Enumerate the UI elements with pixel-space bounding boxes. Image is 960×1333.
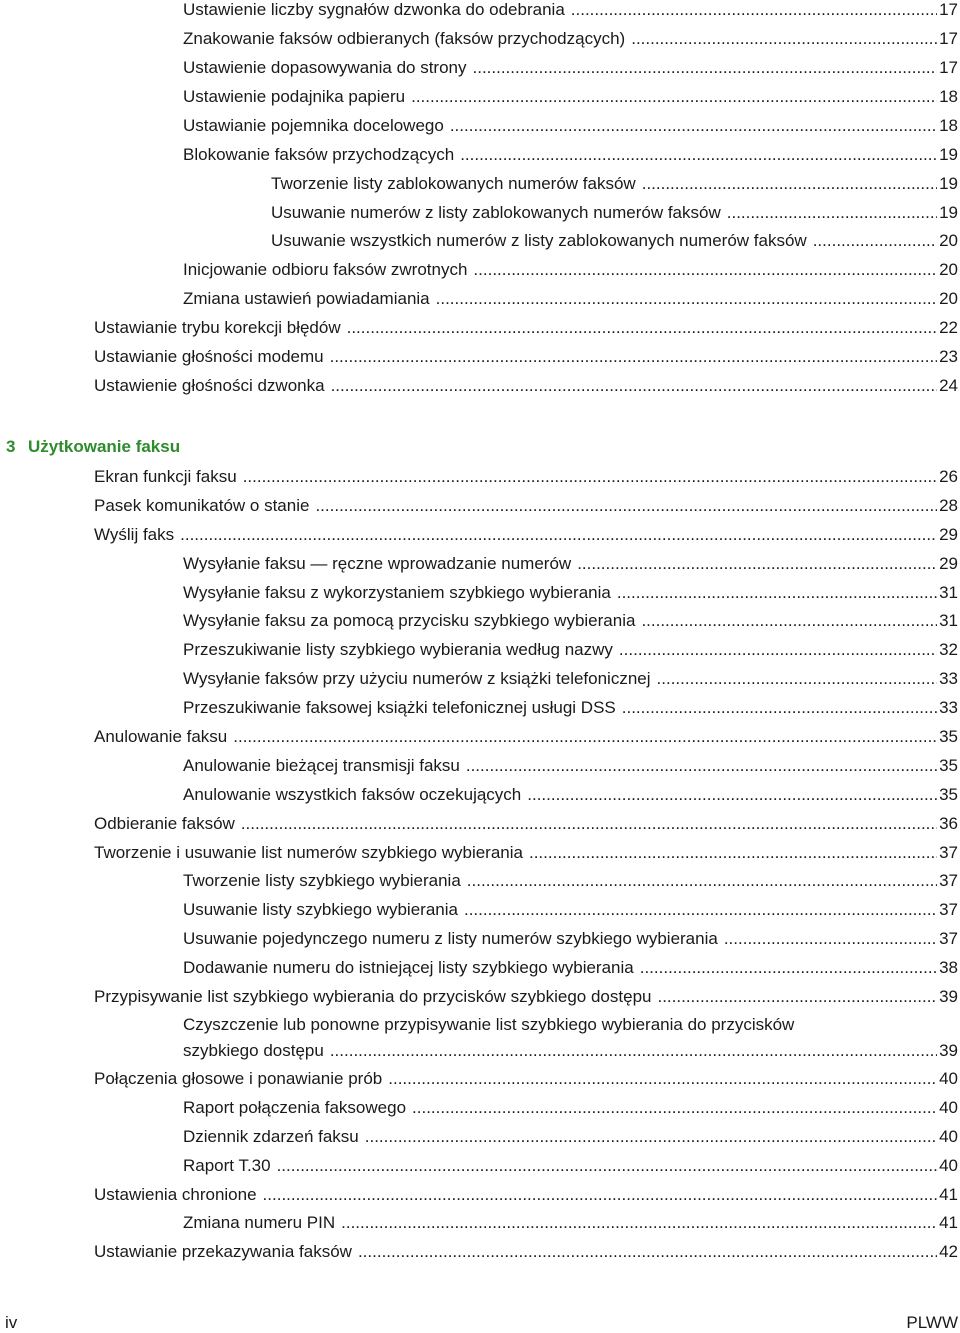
toc-dot-leader xyxy=(473,258,937,282)
toc-entry-title: Dziennik zdarzeń faksu xyxy=(183,1127,359,1146)
toc-entry[interactable] xyxy=(94,374,958,398)
toc-dot-leader xyxy=(243,465,937,489)
toc-entry-title: Usuwanie wszystkich numerów z listy zablokowanych numerów faksów xyxy=(271,231,807,250)
toc-page-number: 41 xyxy=(939,1213,958,1232)
toc-entry[interactable] xyxy=(183,696,958,720)
toc-page-number: 33 xyxy=(939,698,958,717)
toc-dot-leader xyxy=(233,725,937,749)
toc-entry[interactable] xyxy=(183,898,958,922)
toc-entry[interactable] xyxy=(183,552,958,576)
toc-page-number: 18 xyxy=(939,87,958,106)
toc-entry-first-line[interactable]: Czyszczenie lub ponowne przypisywanie list szybkiego wybierania do przycisków xyxy=(183,1015,795,1034)
toc-page-number: 36 xyxy=(939,814,958,833)
toc-entry-title: Usuwanie numerów z listy zablokowanych numerów faksów xyxy=(271,203,721,222)
toc-dot-leader xyxy=(330,1039,937,1063)
toc-entry[interactable] xyxy=(271,201,958,225)
toc-page-number: 24 xyxy=(939,376,958,395)
page-number-footer: iv xyxy=(5,1313,18,1332)
toc-page-number: 18 xyxy=(939,116,958,135)
toc-page-number: 35 xyxy=(939,785,958,804)
toc-dot-leader xyxy=(411,85,937,109)
toc-dot-leader xyxy=(331,374,938,398)
toc-entry-title: Ustawienie liczby sygnałów dzwonka do odebrania xyxy=(183,0,565,19)
toc-page-number: 41 xyxy=(939,1185,958,1204)
toc-entry-title: Ustawianie przekazywania faksów xyxy=(94,1242,352,1261)
toc-dot-leader xyxy=(347,316,937,340)
toc-dot-leader xyxy=(467,869,937,893)
toc-entry[interactable] xyxy=(94,725,958,749)
toc-entry-title: Ustawienie głośności dzwonka xyxy=(94,376,325,395)
toc-entry[interactable] xyxy=(183,143,958,167)
toc-entry[interactable] xyxy=(94,523,958,547)
toc-page-number: 31 xyxy=(939,611,958,630)
toc-entry[interactable] xyxy=(94,465,958,489)
toc-entry[interactable] xyxy=(183,1096,958,1120)
toc-entry-title: Anulowanie bieżącej transmisji faksu xyxy=(183,756,460,775)
toc-entry-title: Odbieranie faksów xyxy=(94,814,235,833)
toc-entry[interactable] xyxy=(271,172,958,196)
toc-entry[interactable] xyxy=(183,927,958,951)
toc-entry[interactable] xyxy=(183,1125,958,1149)
toc-page-number: 31 xyxy=(939,583,958,602)
toc-entry-title: Ustawianie głośności modemu xyxy=(94,347,324,366)
toc-page-number: 37 xyxy=(939,843,958,862)
toc-page-number: 40 xyxy=(939,1127,958,1146)
toc-entry-title: Anulowanie wszystkich faksów oczekujących xyxy=(183,785,522,804)
toc-entry-title: Przypisywanie list szybkiego wybierania do przycisków szybkiego dostępu xyxy=(94,987,652,1006)
toc-entry[interactable] xyxy=(183,609,958,633)
toc-dot-leader xyxy=(577,552,937,576)
toc-entry-title: Tworzenie listy zablokowanych numerów faksów xyxy=(271,174,636,193)
toc-page-number: 17 xyxy=(939,58,958,77)
toc-dot-leader xyxy=(341,1211,937,1235)
toc-page-number: 20 xyxy=(939,231,958,250)
toc-page-number: 37 xyxy=(939,929,958,948)
toc-entry[interactable] xyxy=(183,1211,958,1235)
toc-entry-title: Wyślij faks xyxy=(94,525,175,544)
toc-dot-leader xyxy=(464,898,937,922)
toc-page-number: 22 xyxy=(939,318,958,337)
toc-entry[interactable] xyxy=(94,1183,958,1207)
toc-dot-leader xyxy=(657,985,937,1009)
toc-page-number: 40 xyxy=(939,1098,958,1117)
toc-dot-leader xyxy=(450,114,937,138)
toc-dot-leader xyxy=(622,696,937,720)
toc-dot-leader xyxy=(466,754,937,778)
toc-entry[interactable] xyxy=(183,783,958,807)
toc-entry[interactable] xyxy=(94,316,958,340)
toc-page-number: 32 xyxy=(939,640,958,659)
toc-page-number: 23 xyxy=(939,347,958,366)
toc-dot-leader xyxy=(527,783,937,807)
toc-entry-title: Dodawanie numeru do istniejącej listy szybkiego wybierania xyxy=(183,958,634,977)
toc-entry-title: Wysyłanie faksu za pomocą przycisku szybkiego wybierania xyxy=(183,611,636,630)
toc-entry-title: Znakowanie faksów odbieranych (faksów przychodzących) xyxy=(183,29,626,48)
toc-page-number: 37 xyxy=(939,871,958,890)
toc-page-number: 33 xyxy=(939,669,958,688)
toc-dot-leader xyxy=(241,812,937,836)
toc-entry[interactable] xyxy=(183,754,958,778)
toc-dot-leader xyxy=(571,0,937,22)
toc-dot-leader xyxy=(642,172,937,196)
toc-entry[interactable] xyxy=(183,56,958,80)
toc-dot-leader xyxy=(412,1096,937,1120)
toc-entry-title: Anulowanie faksu xyxy=(94,727,228,746)
toc-page-number: 26 xyxy=(939,467,958,486)
toc-dot-leader xyxy=(330,345,937,369)
toc-dot-leader xyxy=(619,638,937,662)
toc-entry-title: Wysyłanie faksu — ręczne wprowadzanie numerów xyxy=(183,554,572,573)
toc-entry-title: Pasek komunikatów o stanie xyxy=(94,496,310,515)
toc-entry-title: Wysyłanie faksu z wykorzystaniem szybkiego wybierania xyxy=(183,583,611,602)
toc-entry-title: Inicjowanie odbioru faksów zwrotnych xyxy=(183,260,468,279)
toc-entry-title: Raport T.30 xyxy=(183,1156,271,1175)
toc-dot-leader xyxy=(315,494,937,518)
toc-page-number: 28 xyxy=(939,496,958,515)
toc-page-number: 35 xyxy=(939,727,958,746)
toc-entry-title: Usuwanie listy szybkiego wybierania xyxy=(183,900,458,919)
toc-entry[interactable] xyxy=(183,581,958,605)
toc-entry-title: Usuwanie pojedynczego numeru z listy numerów szybkiego wybierania xyxy=(183,929,718,948)
toc-entry-title: Połączenia głosowe i ponawianie prób xyxy=(94,1069,383,1088)
toc-entry[interactable] xyxy=(183,114,958,138)
toc-dot-leader xyxy=(263,1183,938,1207)
toc-entry[interactable] xyxy=(183,667,958,691)
toc-page-number: 29 xyxy=(939,554,958,573)
toc-entry-title: Tworzenie i usuwanie list numerów szybkiego wybierania xyxy=(94,843,523,862)
toc-entry-title: Ustawienie podajnika papieru xyxy=(183,87,406,106)
toc-entry[interactable] xyxy=(94,345,958,369)
toc-entry[interactable] xyxy=(183,869,958,893)
toc-entry-title: Ustawianie trybu korekcji błędów xyxy=(94,318,341,337)
toc-entry[interactable] xyxy=(94,1240,958,1264)
toc-entry[interactable] xyxy=(94,494,958,518)
toc-page-number: 20 xyxy=(939,260,958,279)
toc-entry-title: Raport połączenia faksowego xyxy=(183,1098,407,1117)
toc-dot-leader xyxy=(436,287,937,311)
toc-dot-leader xyxy=(180,523,937,547)
toc-dot-leader xyxy=(460,143,937,167)
toc-entry-title: Wysyłanie faksów przy użyciu numerów z książki telefonicznej xyxy=(183,669,651,688)
toc-entry[interactable] xyxy=(183,638,958,662)
toc-dot-leader xyxy=(473,56,938,80)
toc-page-number: 19 xyxy=(939,174,958,193)
toc-page-number: 17 xyxy=(939,29,958,48)
toc-entry[interactable] xyxy=(183,258,958,282)
chapter-title: Użytkowanie faksu xyxy=(28,437,181,456)
toc-dot-leader xyxy=(641,609,937,633)
toc-page-number: 40 xyxy=(939,1156,958,1175)
toc-page-number: 20 xyxy=(939,289,958,308)
toc-page-number: 39 xyxy=(939,987,958,1006)
toc-dot-leader xyxy=(727,201,937,225)
toc-dot-leader xyxy=(365,1125,937,1149)
toc-dot-leader xyxy=(724,927,937,951)
toc-entry[interactable] xyxy=(94,1067,958,1091)
toc-page-number: 17 xyxy=(939,0,958,19)
toc-page-number: 29 xyxy=(939,525,958,544)
chapter-heading[interactable] xyxy=(6,435,180,459)
toc-page-number: 42 xyxy=(939,1242,958,1261)
toc-page-number: 35 xyxy=(939,756,958,775)
toc-entry[interactable] xyxy=(183,85,958,109)
toc-entry-title: Blokowanie faksów przychodzących xyxy=(183,145,455,164)
toc-entry[interactable] xyxy=(94,985,958,1009)
toc-entry[interactable] xyxy=(183,0,958,22)
toc-entry-title: Ustawienia chronione xyxy=(94,1185,257,1204)
document-code-footer: PLWW xyxy=(906,1313,958,1332)
toc-entry[interactable] xyxy=(183,1039,958,1063)
toc-dot-leader xyxy=(640,956,937,980)
toc-dot-leader xyxy=(657,667,938,691)
toc-dot-leader xyxy=(529,841,937,865)
toc-entry[interactable] xyxy=(94,812,958,836)
toc-dot-leader xyxy=(813,229,937,253)
toc-dot-leader xyxy=(358,1240,937,1264)
toc-entry-title: Ekran funkcji faksu xyxy=(94,467,237,486)
toc-page-number: 19 xyxy=(939,145,958,164)
toc-page-number: 38 xyxy=(939,958,958,977)
chapter-number: 3 xyxy=(6,437,16,456)
toc-entry[interactable] xyxy=(183,1154,958,1178)
toc-entry[interactable] xyxy=(271,229,958,253)
toc-entry-title: Przeszukiwanie faksowej książki telefonicznej usługi DSS xyxy=(183,698,616,717)
toc-entry-title: szybkiego dostępu xyxy=(183,1041,324,1060)
toc-entry[interactable] xyxy=(183,956,958,980)
toc-entry-title: Przeszukiwanie listy szybkiego wybierania według nazwy xyxy=(183,640,613,659)
toc-entry[interactable] xyxy=(94,841,958,865)
toc-dot-leader xyxy=(388,1067,937,1091)
toc-dot-leader xyxy=(617,581,937,605)
toc-page-number: 19 xyxy=(939,203,958,222)
toc-page-number: 40 xyxy=(939,1069,958,1088)
toc-entry-title: Zmiana numeru PIN xyxy=(183,1213,336,1232)
toc-dot-leader xyxy=(631,27,937,51)
toc-page-number: 39 xyxy=(939,1041,958,1060)
toc-entry[interactable] xyxy=(183,287,958,311)
toc-page-number: 37 xyxy=(939,900,958,919)
toc-entry-title: Zmiana ustawień powiadamiania xyxy=(183,289,430,308)
toc-entry-title: Ustawianie pojemnika docelowego xyxy=(183,116,444,135)
toc-dot-leader xyxy=(277,1154,938,1178)
toc-entry[interactable] xyxy=(183,27,958,51)
toc-entry-title: Tworzenie listy szybkiego wybierania xyxy=(183,871,461,890)
toc-entry-title: Ustawienie dopasowywania do strony xyxy=(183,58,467,77)
